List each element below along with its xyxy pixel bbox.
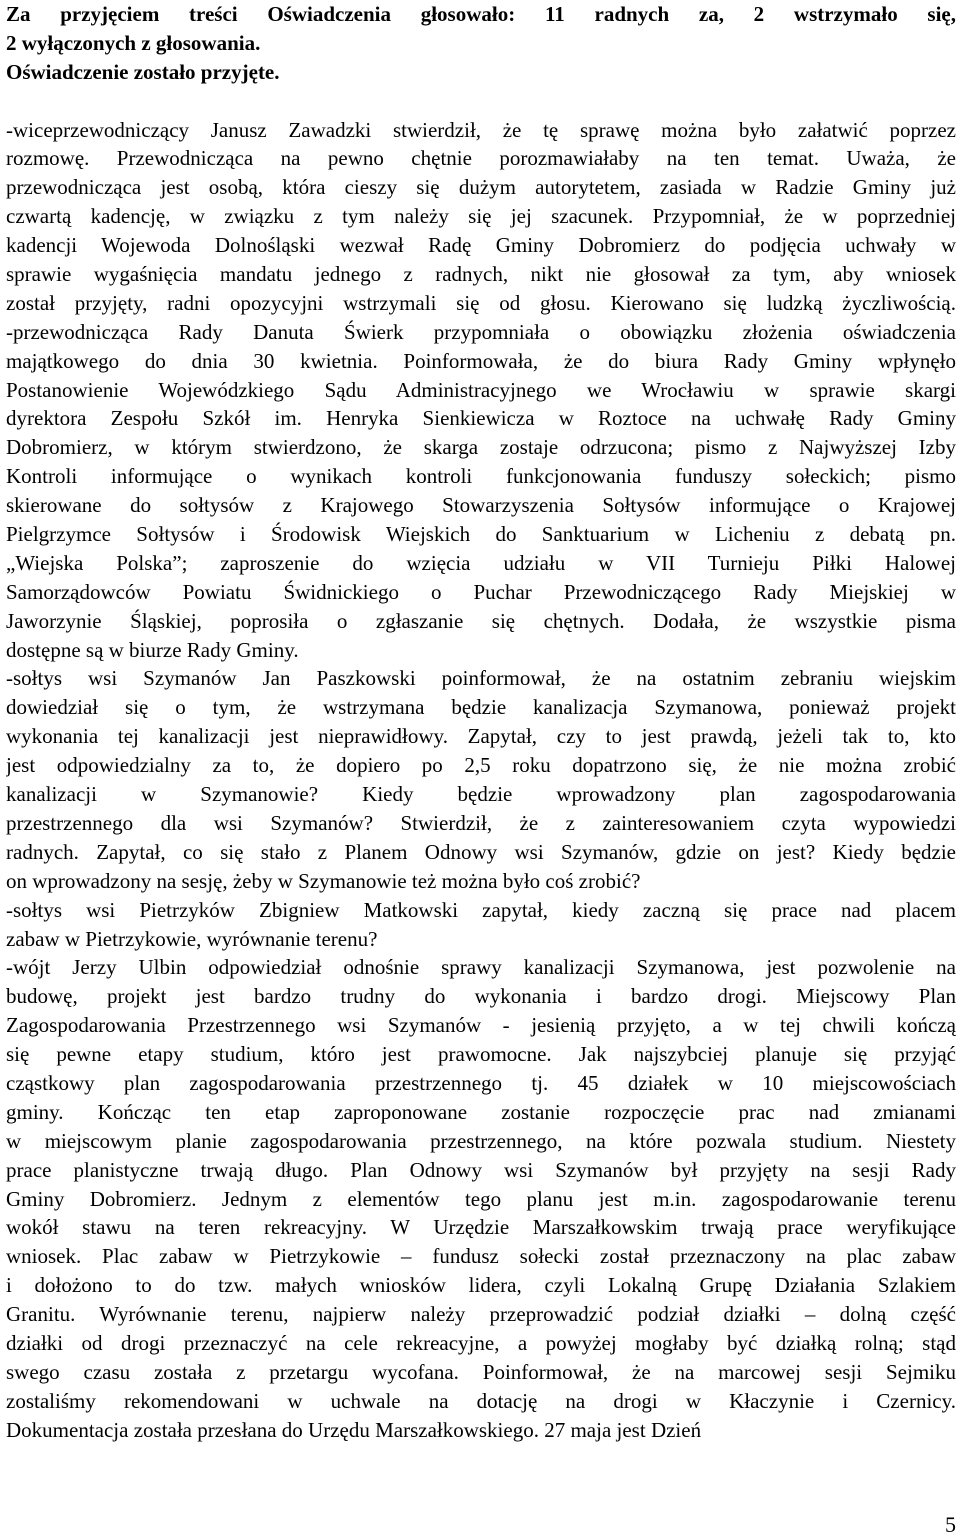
text-line: Samorządowców Powiatu Świdnickiego o Puchar Przewodniczącego Rady Miejskiej w <box>6 579 956 604</box>
text-line: cząstkowy plan zagospodarowania przestrzennego tj. 45 działek w 10 miejscowościach <box>6 1070 956 1095</box>
text-line: prace planistyczne trwają długo. Plan Odnowy wsi Szymanów był przyjęty na sesji Rady <box>6 1157 956 1182</box>
text-line: Kontroli informujące o wynikach kontroli funkcjonowania funduszy sołeckich; pismo <box>6 464 956 489</box>
text-line: czwartą kadencję, w związku z tym należy się jej szacunek. Przypomniał, że w poprzedniej <box>6 204 956 229</box>
text-line: -przewodnicząca Rady Danuta Świerk przypomniała o obowiązku złożenia oświadczenia <box>6 319 956 344</box>
vote-line: Za przyjęciem treści Oświadczenia głosowało: 11 radnych za, 2 wstrzymało się, <box>6 2 956 26</box>
text-line: przewodnicząca jest osobą, która cieszy się dużym autorytetem, zasiada w Radzie Gminy już <box>6 175 956 200</box>
text-line: wokół stawu na teren rekreacyjny. W Urzędzie Marszałkowskim trwają prace weryfikujące <box>6 1215 956 1240</box>
text-line: został przyjęty, radni opozycyjni wstrzymali się od głosu. Kierowano się ludzką życzliwością. <box>6 290 956 315</box>
text-line: „Wiejska Polska”; zaproszenie do wzięcia udziału w VII Turnieju Piłki Halowej <box>6 550 956 575</box>
text-line: Zagospodarowania Przestrzennego wsi Szymanów - jesienią przyjęto, a w tej chwili kończą <box>6 1013 956 1038</box>
text-line: kanalizacji w Szymanowie? Kiedy będzie wprowadzony plan zagospodarowania <box>6 782 956 807</box>
text-line: zostaliśmy rekomendowani w uchwale na dotację na drogi w Kłaczynie i Czernicy. <box>6 1388 956 1413</box>
text-line: Jaworzynie Śląskiej, poprosiła o zgłaszanie się chętnych. Dodała, że wszystkie pisma <box>6 608 956 633</box>
text-line: -sołtys wsi Pietrzyków Zbigniew Matkowski zapytał, kiedy zaczną się prace nad placem <box>6 897 956 922</box>
text-line: Postanowienie Wojewódzkiego Sądu Administracyjnego we Wrocławiu w sprawie skargi <box>6 377 956 402</box>
text-line: wniosek. Plac zabaw w Pietrzykowie – fundusz sołecki został przeznaczony na plac zabaw <box>6 1244 956 1269</box>
text-line: on wprowadzony na sesję, żeby w Szymanowie też można było coś zrobić? <box>6 868 641 893</box>
text-line: jest odpowiedzialny za to, że dopiero po 2,5 roku dopatrzono się, że nie można zrobić <box>6 753 956 778</box>
text-line: swego czasu została z przetargu wycofana. Poinformował, że na marcowej sesji Sejmiku <box>6 1359 956 1384</box>
text-line: działki od drogi przeznaczyć na cele rekreacyjne, a powyżej mogłaby być działką rolną; stąd <box>6 1330 956 1355</box>
text-line: dostępne są w biurze Rady Gminy. <box>6 637 299 662</box>
text-line: majątkowego do dnia 30 kwietnia. Poinformowała, że do biura Rady Gminy wpłynęło <box>6 348 956 373</box>
text-line: -wójt Jerzy Ulbin odpowiedział odnośnie sprawy kanalizacji Szymanowa, jest pozwolenie na <box>6 955 956 980</box>
text-line: zabaw w Pietrzykowie, wyrównanie terenu? <box>6 926 378 951</box>
text-line: -wiceprzewodniczący Janusz Zawadzki stwierdził, że tę sprawę można było załatwić poprzez <box>6 117 956 142</box>
text-line: gminy. Kończąc ten etap zaproponowane zostanie rozpoczęcie prac nad zmianami <box>6 1099 956 1124</box>
vote-result <box>6 0 956 87</box>
text-line: Gminy Dobromierz. Jednym z elementów tego planu jest m.in. zagospodarowanie terenu <box>6 1186 956 1211</box>
text-line: budowę, projekt jest bardzo trudny do wykonania i bardzo drogi. Miejscowy Plan <box>6 984 956 1009</box>
text-line: Dobromierz, w którym stwierdzono, że skarga zostaje odrzucona; pismo z Najwyższej Izby <box>6 435 956 460</box>
text-line: Dokumentacja została przesłana do Urzędu Marszałkowskiego. 27 maja jest Dzień <box>6 1417 702 1442</box>
session-minutes-body <box>6 116 956 1445</box>
vote-line: 2 wyłączonych z głosowania. <box>6 30 261 55</box>
text-line: skierowane do sołtysów z Krajowego Stowarzyszenia Sołtysów informujące o Krajowej <box>6 493 956 518</box>
page-number: 5 <box>945 1512 956 1537</box>
text-line: -sołtys wsi Szymanów Jan Paszkowski poinformował, że na ostatnim zebraniu wiejskim <box>6 666 956 691</box>
text-line: się pewne etapy studium, któro jest prawomocne. Jak najszybciej planuje się przyjąć <box>6 1042 956 1067</box>
text-line: w miejscowym planie zagospodarowania przestrzennego, na które pozwala studium. Niestety <box>6 1128 956 1153</box>
text-line: kadencji Wojewoda Dolnośląski wezwał Radę Gminy Dobromierz do podjęcia uchwały w <box>6 233 956 258</box>
line-spacer <box>6 87 956 116</box>
text-line: sprawie wygaśnięcia mandatu jednego z radnych, nikt nie głosował za tym, aby wniosek <box>6 262 956 287</box>
text-line: rozmowę. Przewodnicząca na pewno chętnie porozmawiałaby na ten temat. Uważa, że <box>6 146 956 171</box>
text-line: i dołożono to do tzw. małych wniosków lidera, czyli Lokalną Grupę Działania Szlakiem <box>6 1273 956 1298</box>
text-line: dyrektora Zespołu Szkół im. Henryka Sienkiewicza w Roztoce na uchwałę Rady Gminy <box>6 406 956 431</box>
text-line: wykonania tej kanalizacji jest nieprawidłowy. Zapytał, czy to jest prawdą, jeżeli tak to, kto <box>6 724 956 749</box>
text-line: radnych. Zapytał, co się stało z Planem Odnowy wsi Szymanów, gdzie on jest? Kiedy będzie <box>6 839 956 864</box>
vote-line: Oświadczenie zostało przyjęte. <box>6 59 280 84</box>
text-line: przestrzennego dla wsi Szymanów? Stwierdził, że z zainteresowaniem czyta wypowiedzi <box>6 810 956 835</box>
text-line: dowiedział się o tym, że wstrzymana będzie kanalizacja Szymanowa, ponieważ projekt <box>6 695 956 720</box>
text-line: Pielgrzymce Sołtysów i Środowisk Wiejskich do Sanktuarium w Licheniu z debatą pn. <box>6 522 956 547</box>
text-line: Granitu. Wyrównanie terenu, najpierw należy przeprowadzić podział działki – dolną część <box>6 1302 956 1327</box>
